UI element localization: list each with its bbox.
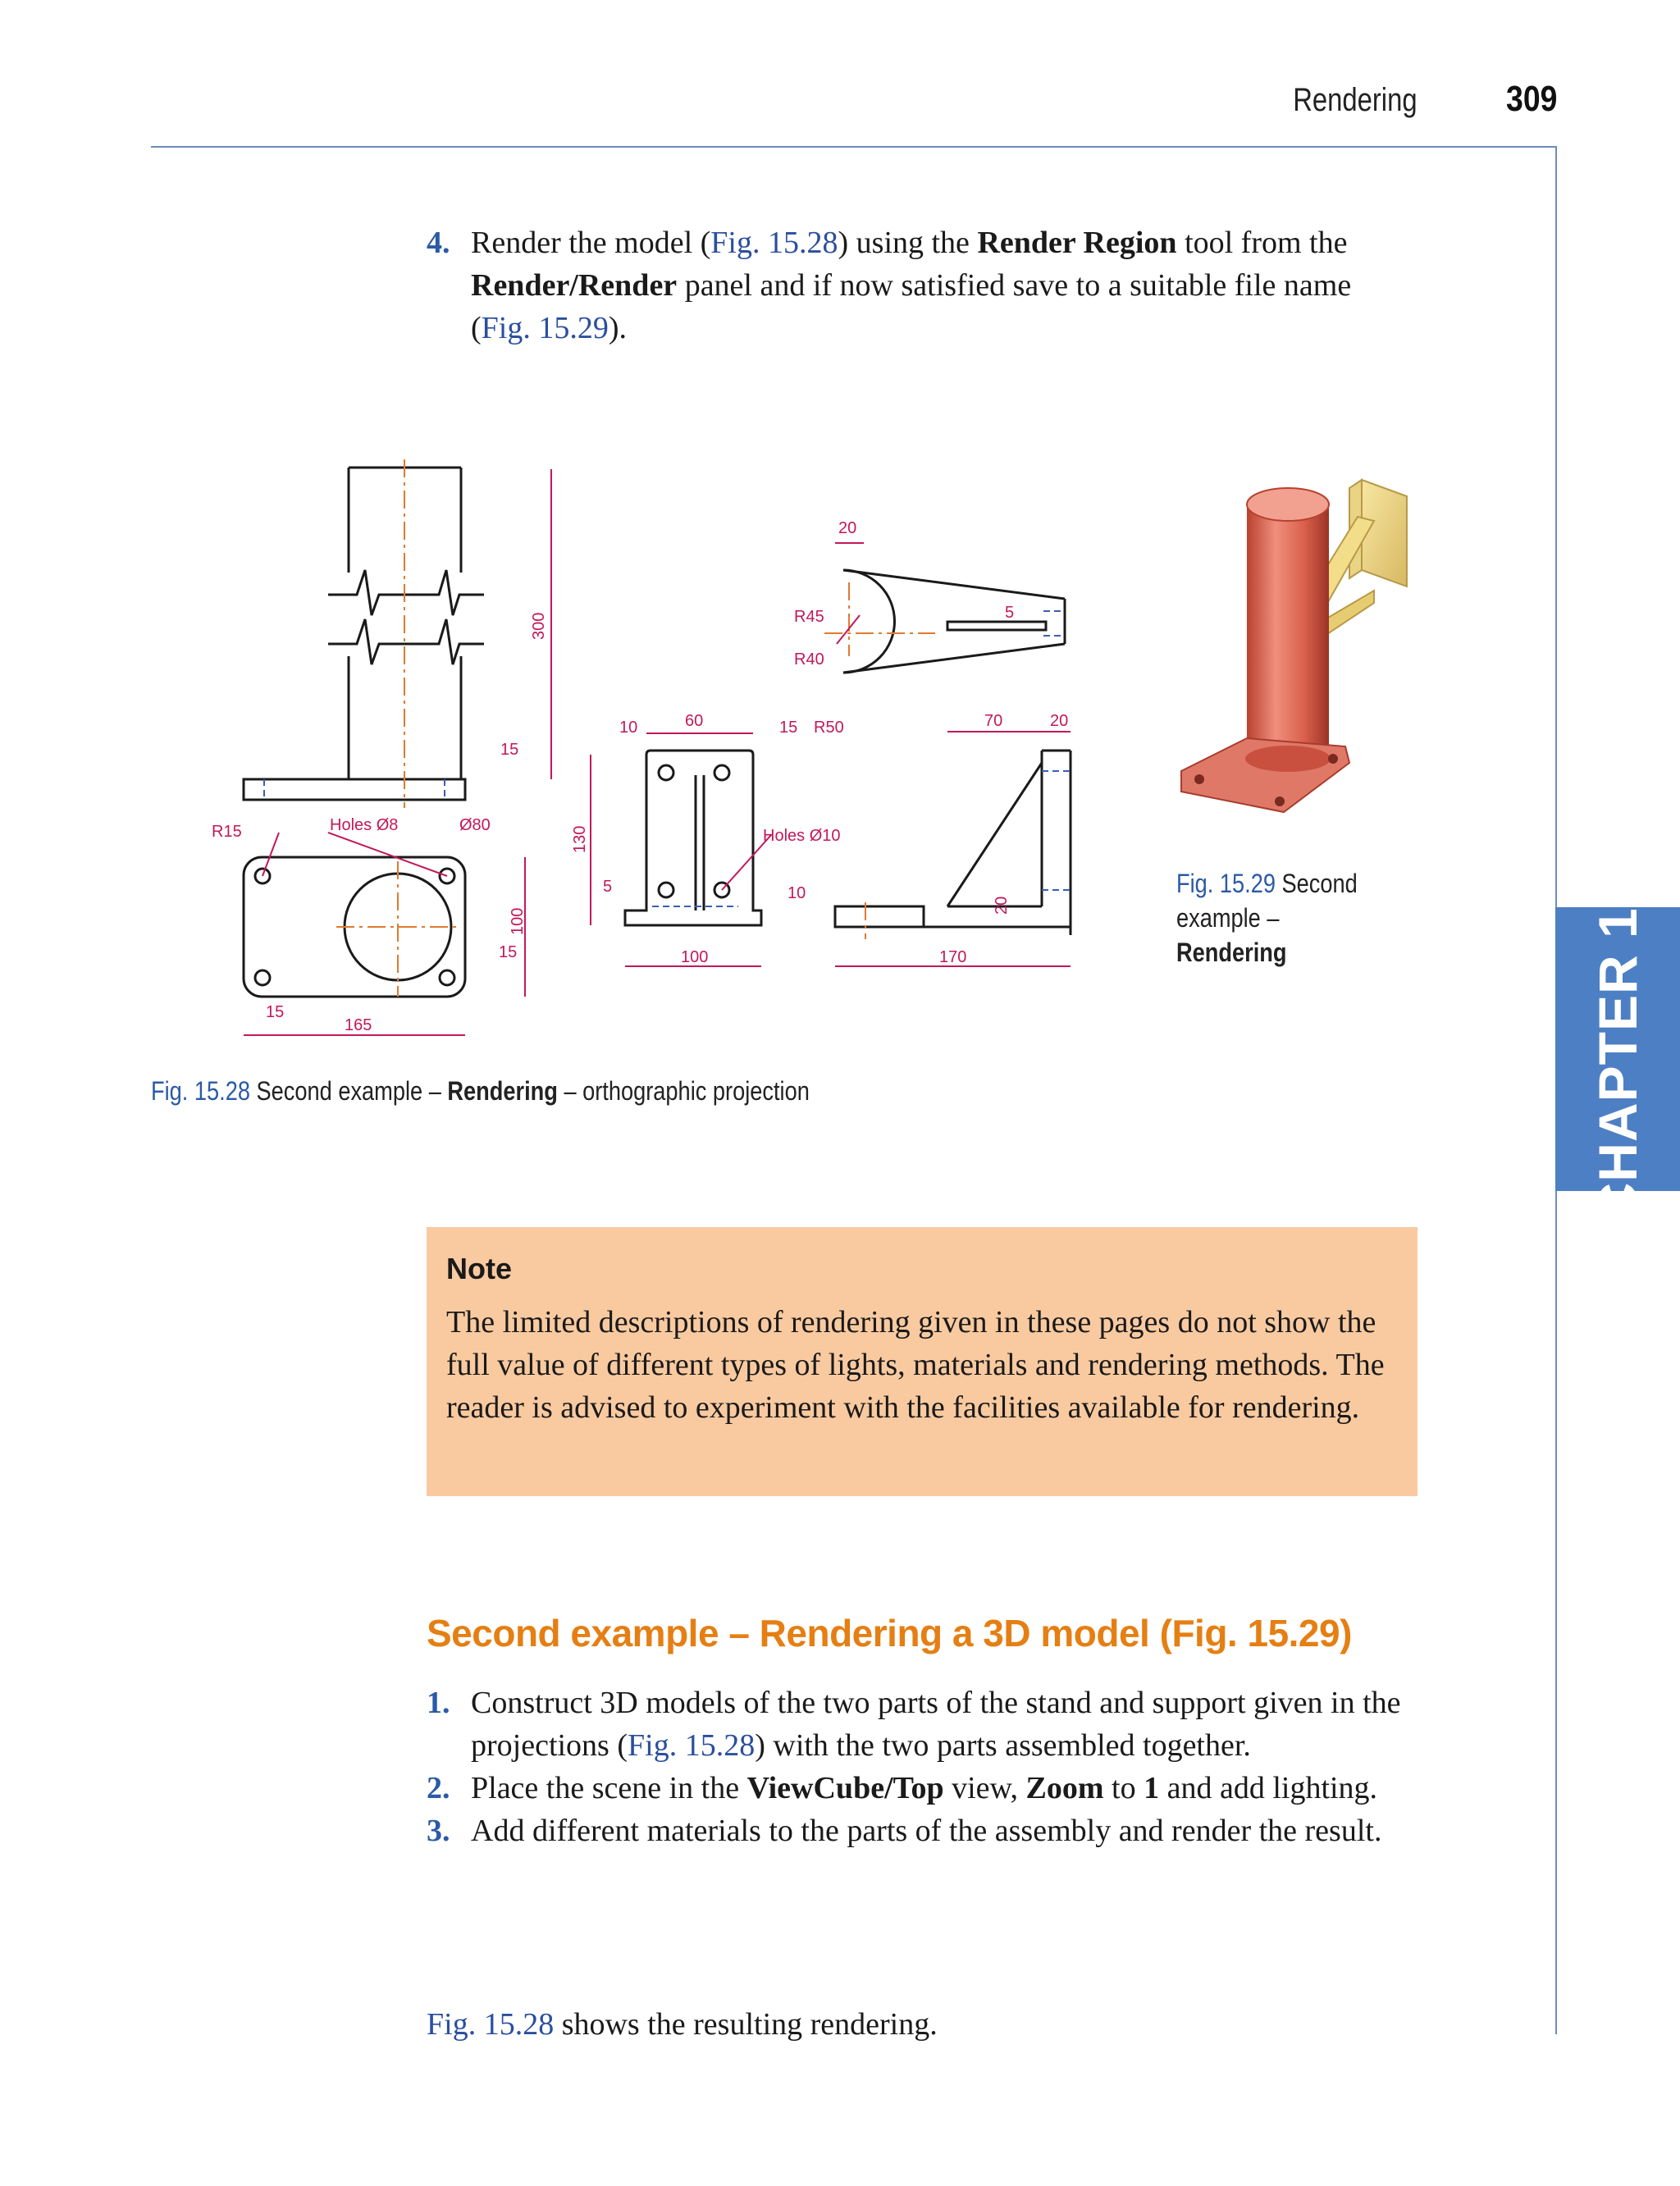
dim-label: 70 [984, 712, 1003, 730]
orthographic-drawing [197, 451, 1107, 1058]
fig-number: Fig. 15.28 [151, 1076, 250, 1106]
support-gusset [947, 763, 1042, 906]
dim-label: 15 [499, 943, 518, 961]
panel-name: Render/Render [471, 268, 678, 303]
dim-label: 15 [266, 1003, 285, 1021]
caption-bold: Rendering [447, 1076, 558, 1106]
step-3 [427, 1809, 1411, 1852]
chapter-tab [1555, 876, 1680, 1222]
dim-label: 15 [779, 719, 798, 737]
closing-paragraph [427, 2003, 938, 2046]
hole [255, 970, 270, 985]
dim-label: R45 [794, 608, 824, 626]
dim-label: 20 [838, 519, 857, 537]
dim-label: 20 [993, 896, 1011, 915]
dim-label: Holes Ø10 [763, 827, 841, 845]
caption-bold: Rendering [1176, 938, 1287, 967]
zoom-value: 1 [1144, 1771, 1160, 1805]
fig-number: Fig. 15.29 [1176, 869, 1276, 898]
break-line-upper [328, 570, 484, 615]
bracket-plate [1362, 480, 1407, 586]
caption-text: Second example – [249, 1076, 448, 1106]
support-lower-edge [843, 644, 1065, 673]
support-slot [947, 622, 1046, 630]
page-number: 309 [1505, 79, 1557, 119]
closing-text: shows the resulting rendering. [554, 2007, 938, 2042]
section-heading-text: Second example – Rendering a 3D model [427, 1612, 1150, 1654]
tool-name: Render Region [977, 226, 1177, 260]
step-number: 1. [427, 1686, 450, 1720]
fig-15-28-caption [151, 1076, 810, 1107]
step-text: to [1103, 1771, 1144, 1805]
dim-label: R50 [814, 719, 844, 737]
dim-label: Ø80 [459, 816, 491, 834]
dim-label: 300 [530, 612, 548, 640]
support-end-view [625, 751, 761, 925]
view-name: ViewCube/Top [746, 1771, 944, 1805]
step-text: ). [608, 311, 628, 345]
note-box [427, 1227, 1418, 1496]
step-text: ) using the [838, 226, 978, 260]
note-title: Note [446, 1252, 512, 1285]
support-clamp-arc [843, 570, 895, 673]
note-body: The limited descriptions of rendering given in these pages do not show the full value of different types of lights, materials and rendering methods. The reader is advised to experiment with the facilities available for rendering. [446, 1305, 1385, 1425]
caption-text: Second example – [1176, 869, 1358, 933]
dim-label: 170 [939, 948, 967, 966]
step-number: 3. [427, 1814, 450, 1848]
step-text: ) with the two parts assembled together. [755, 1728, 1251, 1763]
base-hole [1328, 754, 1338, 764]
dim-label: Holes Ø8 [330, 816, 399, 834]
hole [659, 883, 673, 897]
hole [440, 970, 454, 985]
step-text: Place the scene in the [471, 1771, 747, 1805]
dim-label: 100 [509, 907, 527, 935]
header-rule [151, 146, 1557, 148]
dim-label: 15 [500, 741, 519, 759]
fig-ref-link[interactable]: Fig. 15.28 [710, 226, 838, 260]
step-2 [427, 1767, 1411, 1809]
base-plate-front [244, 779, 465, 800]
column-base [1245, 746, 1331, 772]
leader-line [262, 833, 279, 876]
fig-ref-link[interactable]: Fig. 15.29 [481, 311, 609, 345]
step-4 [427, 221, 1411, 349]
dim-label: 165 [345, 1016, 372, 1034]
stand-base-side [835, 906, 924, 927]
base-hole [1275, 796, 1285, 806]
step-text: tool from the [1176, 226, 1348, 260]
hole [714, 765, 729, 780]
fig-15-29-caption [1176, 866, 1358, 970]
caption-text: – orthographic projection [557, 1076, 810, 1106]
step-number: 4. [427, 226, 450, 260]
chapter-tab-label: CHAPTER 15 [1587, 876, 1648, 1222]
step-text: Add different materials to the parts of the assembly and render the result. [471, 1814, 1382, 1848]
dim-label: R40 [794, 650, 824, 669]
step-text: view, [943, 1771, 1026, 1805]
rendered-model-image [1165, 468, 1436, 820]
base-hole [1194, 774, 1204, 784]
support-upper-edge [843, 570, 1065, 599]
step-text: and add lighting. [1159, 1771, 1378, 1805]
section-heading-ref: (Fig. 15.29) [1149, 1612, 1352, 1654]
dim-label: 10 [619, 719, 638, 737]
fig-ref-link[interactable]: Fig. 15.28 [628, 1728, 756, 1763]
fig-ref-link[interactable]: Fig. 15.28 [427, 2007, 555, 2042]
step-text: Render the model ( [471, 226, 711, 260]
dim-label: 100 [681, 948, 709, 966]
step-list [427, 1682, 1411, 1852]
dim-label: R15 [212, 823, 242, 841]
column-body [1247, 504, 1329, 763]
leader-line [328, 833, 447, 876]
step-number: 2. [427, 1771, 450, 1805]
dim-label: 60 [685, 712, 704, 730]
step-1 [427, 1682, 1411, 1767]
step-text: panel and if now satisfied save to a suitable file name ( [471, 268, 1352, 345]
dim-label: 10 [788, 884, 806, 902]
dim-label: 5 [603, 878, 613, 896]
step-list-top [427, 221, 1411, 349]
column-top [1247, 488, 1329, 521]
hole [659, 765, 673, 780]
step-text: Construct 3D models of the two parts of the stand and support given in the projections ( [471, 1686, 1401, 1763]
section-heading [427, 1611, 1352, 1655]
running-head: Rendering [1293, 82, 1418, 118]
command-name: Zoom [1025, 1771, 1104, 1805]
dim-label: 20 [1050, 712, 1069, 730]
dim-label: 5 [1005, 604, 1015, 622]
dim-label: 130 [571, 825, 589, 853]
